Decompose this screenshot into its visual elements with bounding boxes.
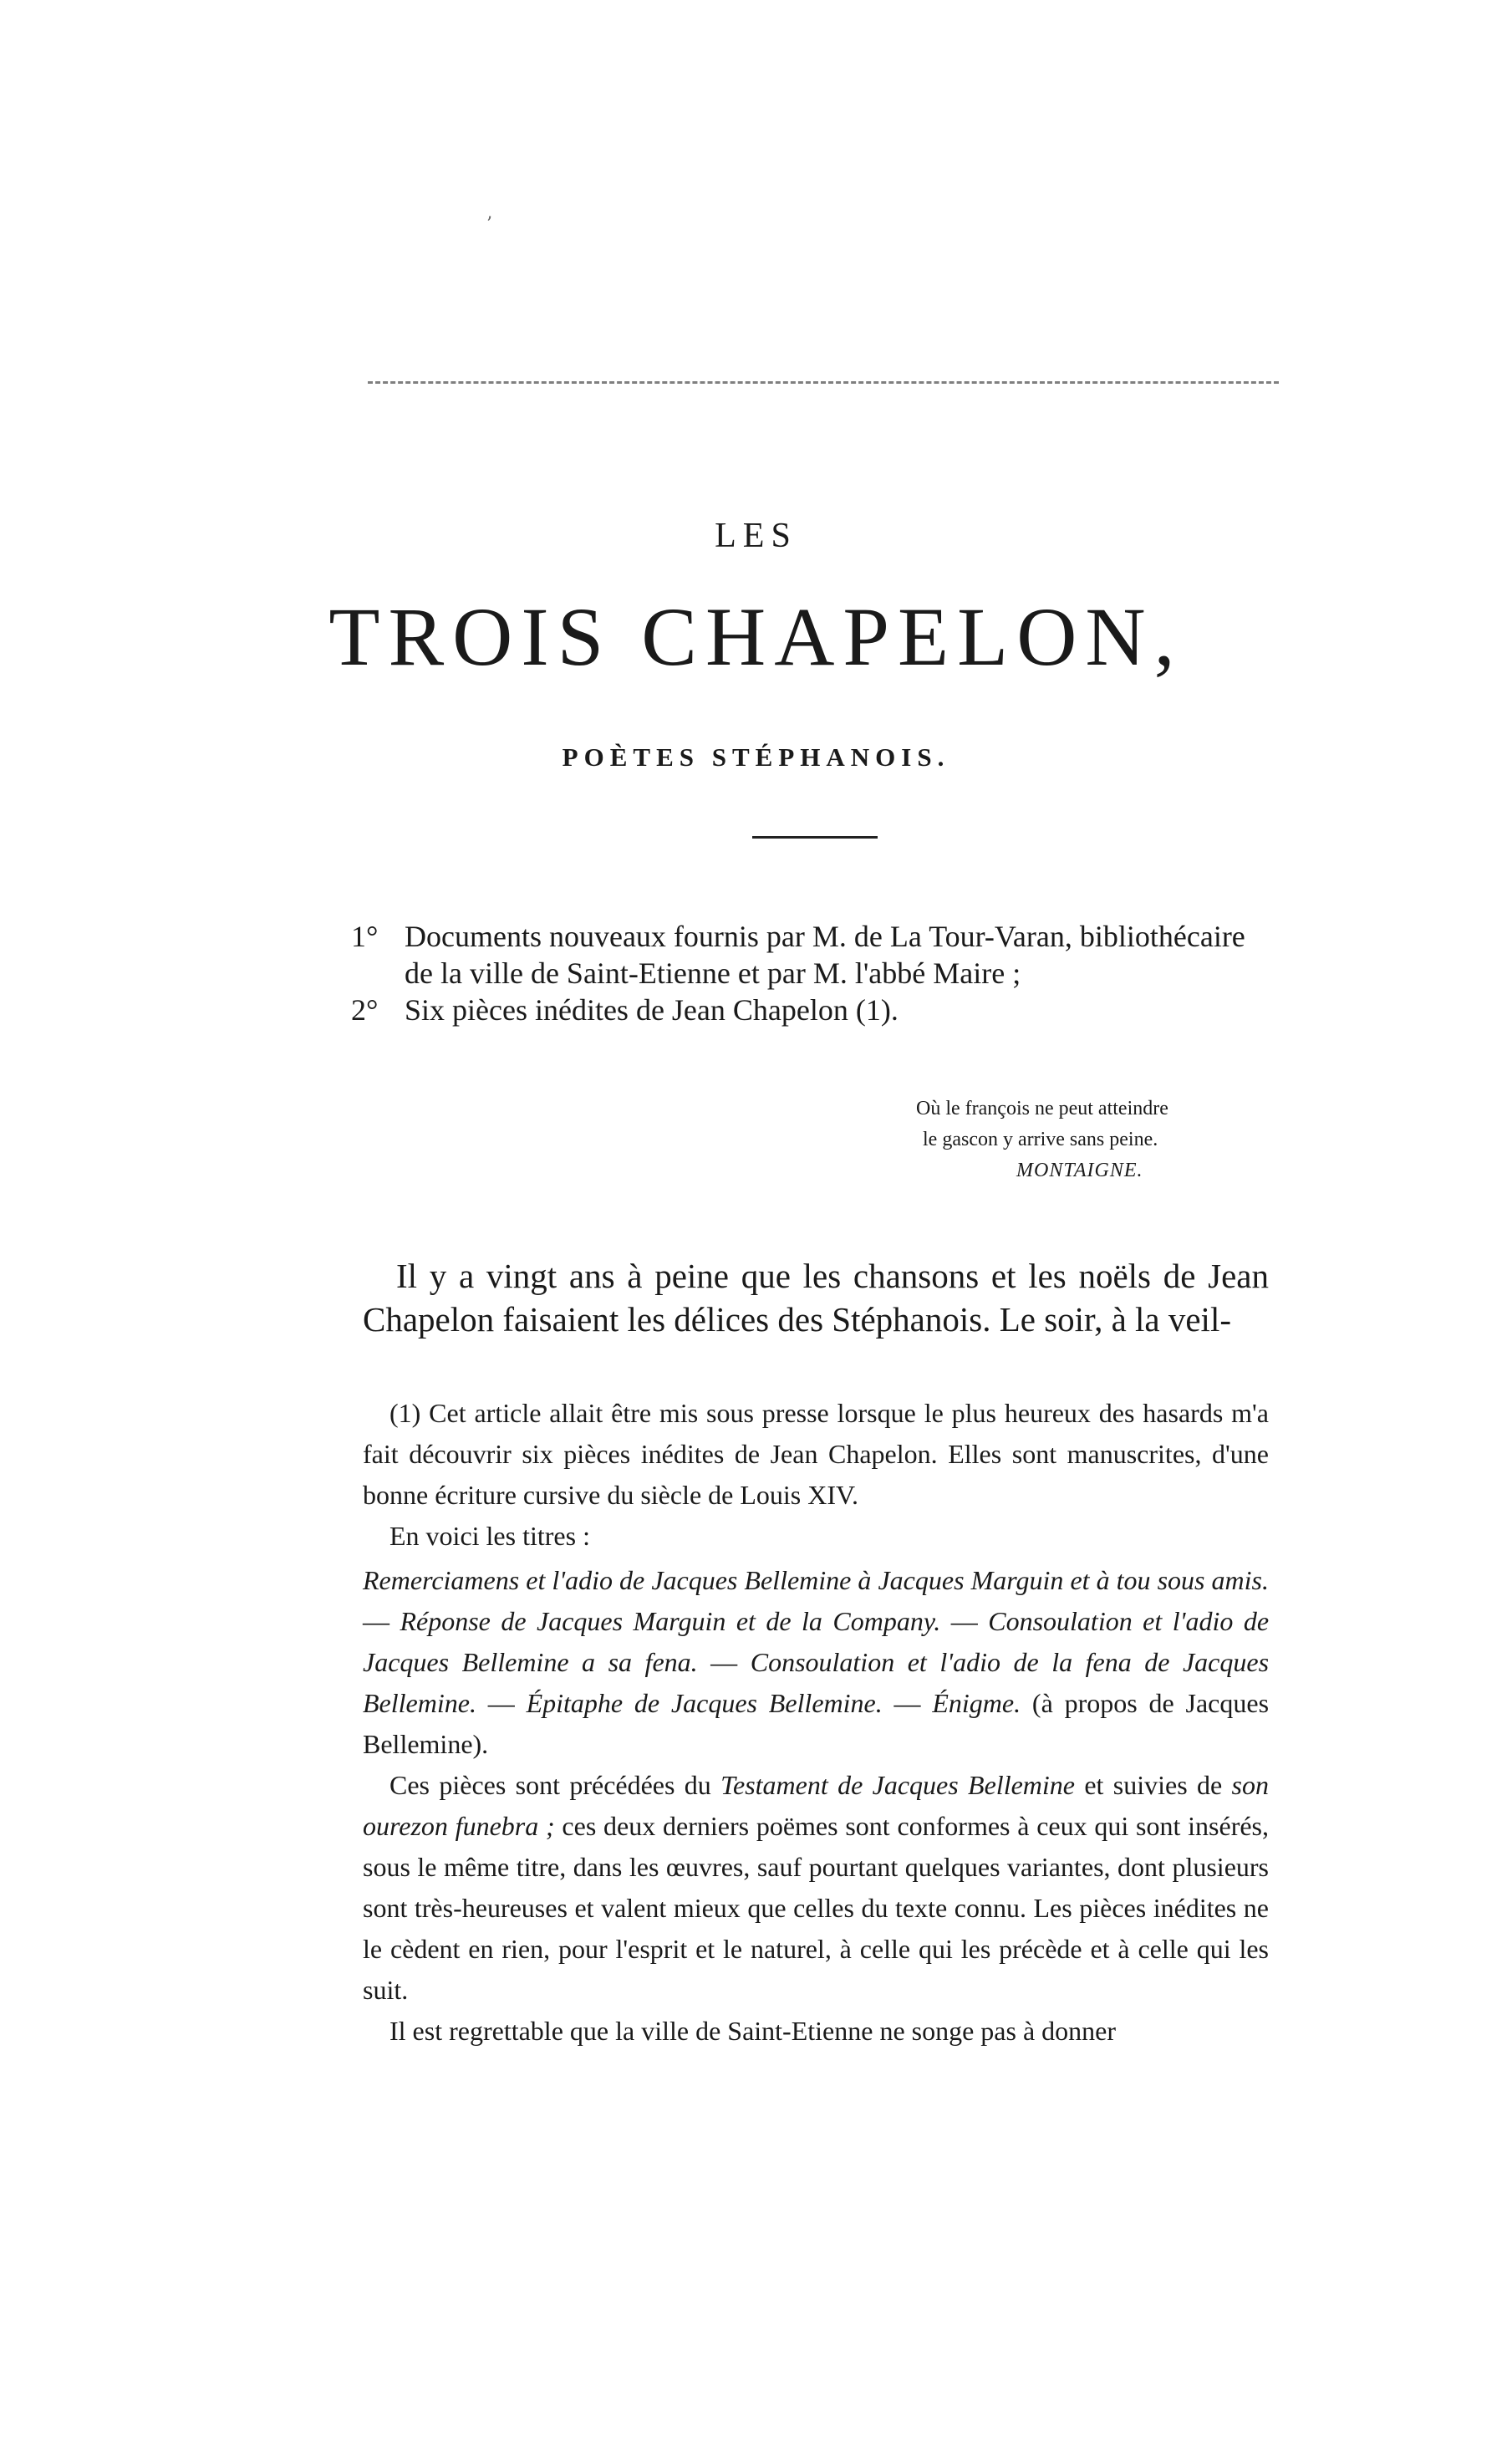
separator: — [697, 1647, 751, 1677]
page-subtitle: POÈTES STÉPHANOIS. [562, 742, 950, 772]
text-run: et suivies de [1074, 1770, 1232, 1800]
piece-title: Consoulation et l'adio de la fena de Jacques Bellemine. [363, 1647, 1270, 1718]
epigraph-author: MONTAIGNE. [1016, 1160, 1143, 1181]
stray-mark: ’ [486, 214, 492, 235]
piece-title: Énigme. [932, 1688, 1021, 1718]
document-text: Six pièces inédites de Jean Chapelon (1). [405, 993, 899, 1027]
text-run: Ces pièces sont précédées du [389, 1770, 721, 1800]
body-paragraph: Il y a vingt ans à peine que les chansons et les noëls de Jean Chapelon faisaient les délices des Stéphanois. Le soir, à la veil- [363, 1257, 1269, 1339]
footnote-paragraph: Il est regrettable que la ville de Saint-Etienne ne songe pas à donner [389, 2016, 1117, 2046]
title-note: (à propos de Jacques Bellemine). [363, 1688, 1270, 1759]
separator: — [363, 1606, 400, 1636]
decorative-header-rule [368, 381, 1279, 387]
pre-title: LES [715, 517, 797, 555]
footnote-intro: (1) Cet article allait être mis sous presse lorsque le plus heureux des hasards m'a fait découvrir six pièces inédites de Jean Chapelon. Elles sont manuscrites, d'une bonne écriture cursive du siècle de Louis XIV. [363, 1398, 1269, 1510]
epigraph [916, 1094, 1284, 1186]
footnote-titles-intro: En voici les titres : [389, 1521, 590, 1551]
text-run: ces deux derniers poëmes sont conformes à ceux qui sont insérés, sous le même titre, dans les œuvres, sauf pourtant quelques variantes, dont plusieurs sont très-heureuses et valent mieux que celles du texte connu. Les pièces inédites ne le cèdent en rien, pour l'esprit et le naturel, à celle qui les précède et à celle qui les suit. [363, 1811, 1270, 2005]
footnote [363, 1393, 1269, 2052]
document-item [351, 918, 1270, 992]
title-divider [752, 836, 878, 839]
document-number: 1° [351, 920, 379, 953]
separator: — [882, 1688, 933, 1718]
piece-title: Réponse de Jacques Marguin et de la Company. [400, 1606, 941, 1636]
documents-list [351, 918, 1270, 1028]
footnote-paragraph [363, 1765, 1269, 2011]
work-title: son ourezon funebra ; [363, 1770, 1269, 1841]
piece-title: Consoulation et l'adio de Jacques Bellemine a sa fena. [363, 1606, 1270, 1677]
document-item [351, 992, 1270, 1028]
work-title: Testament de Jacques Bellemine [720, 1770, 1075, 1800]
separator: — [940, 1606, 989, 1636]
epigraph-line: le gascon y arrive sans peine. [923, 1129, 1158, 1150]
page-title: TROIS CHAPELON, [328, 590, 1184, 683]
footnote-titles-list [363, 1560, 1269, 1765]
document-text: Documents nouveaux fournis par M. de La Tour-Varan, bibliothécaire de la ville de Saint-Etienne et par M. l'abbé Maire ; [405, 920, 1245, 990]
separator: — [476, 1688, 527, 1718]
epigraph-line: Où le françois ne peut atteindre [916, 1098, 1168, 1119]
piece-title: Épitaphe de Jacques Bellemine. [526, 1688, 883, 1718]
piece-title: Remerciamens et l'adio de Jacques Bellemine à Jacques Marguin et à tou sous amis. [363, 1565, 1269, 1595]
document-number: 2° [351, 993, 379, 1027]
